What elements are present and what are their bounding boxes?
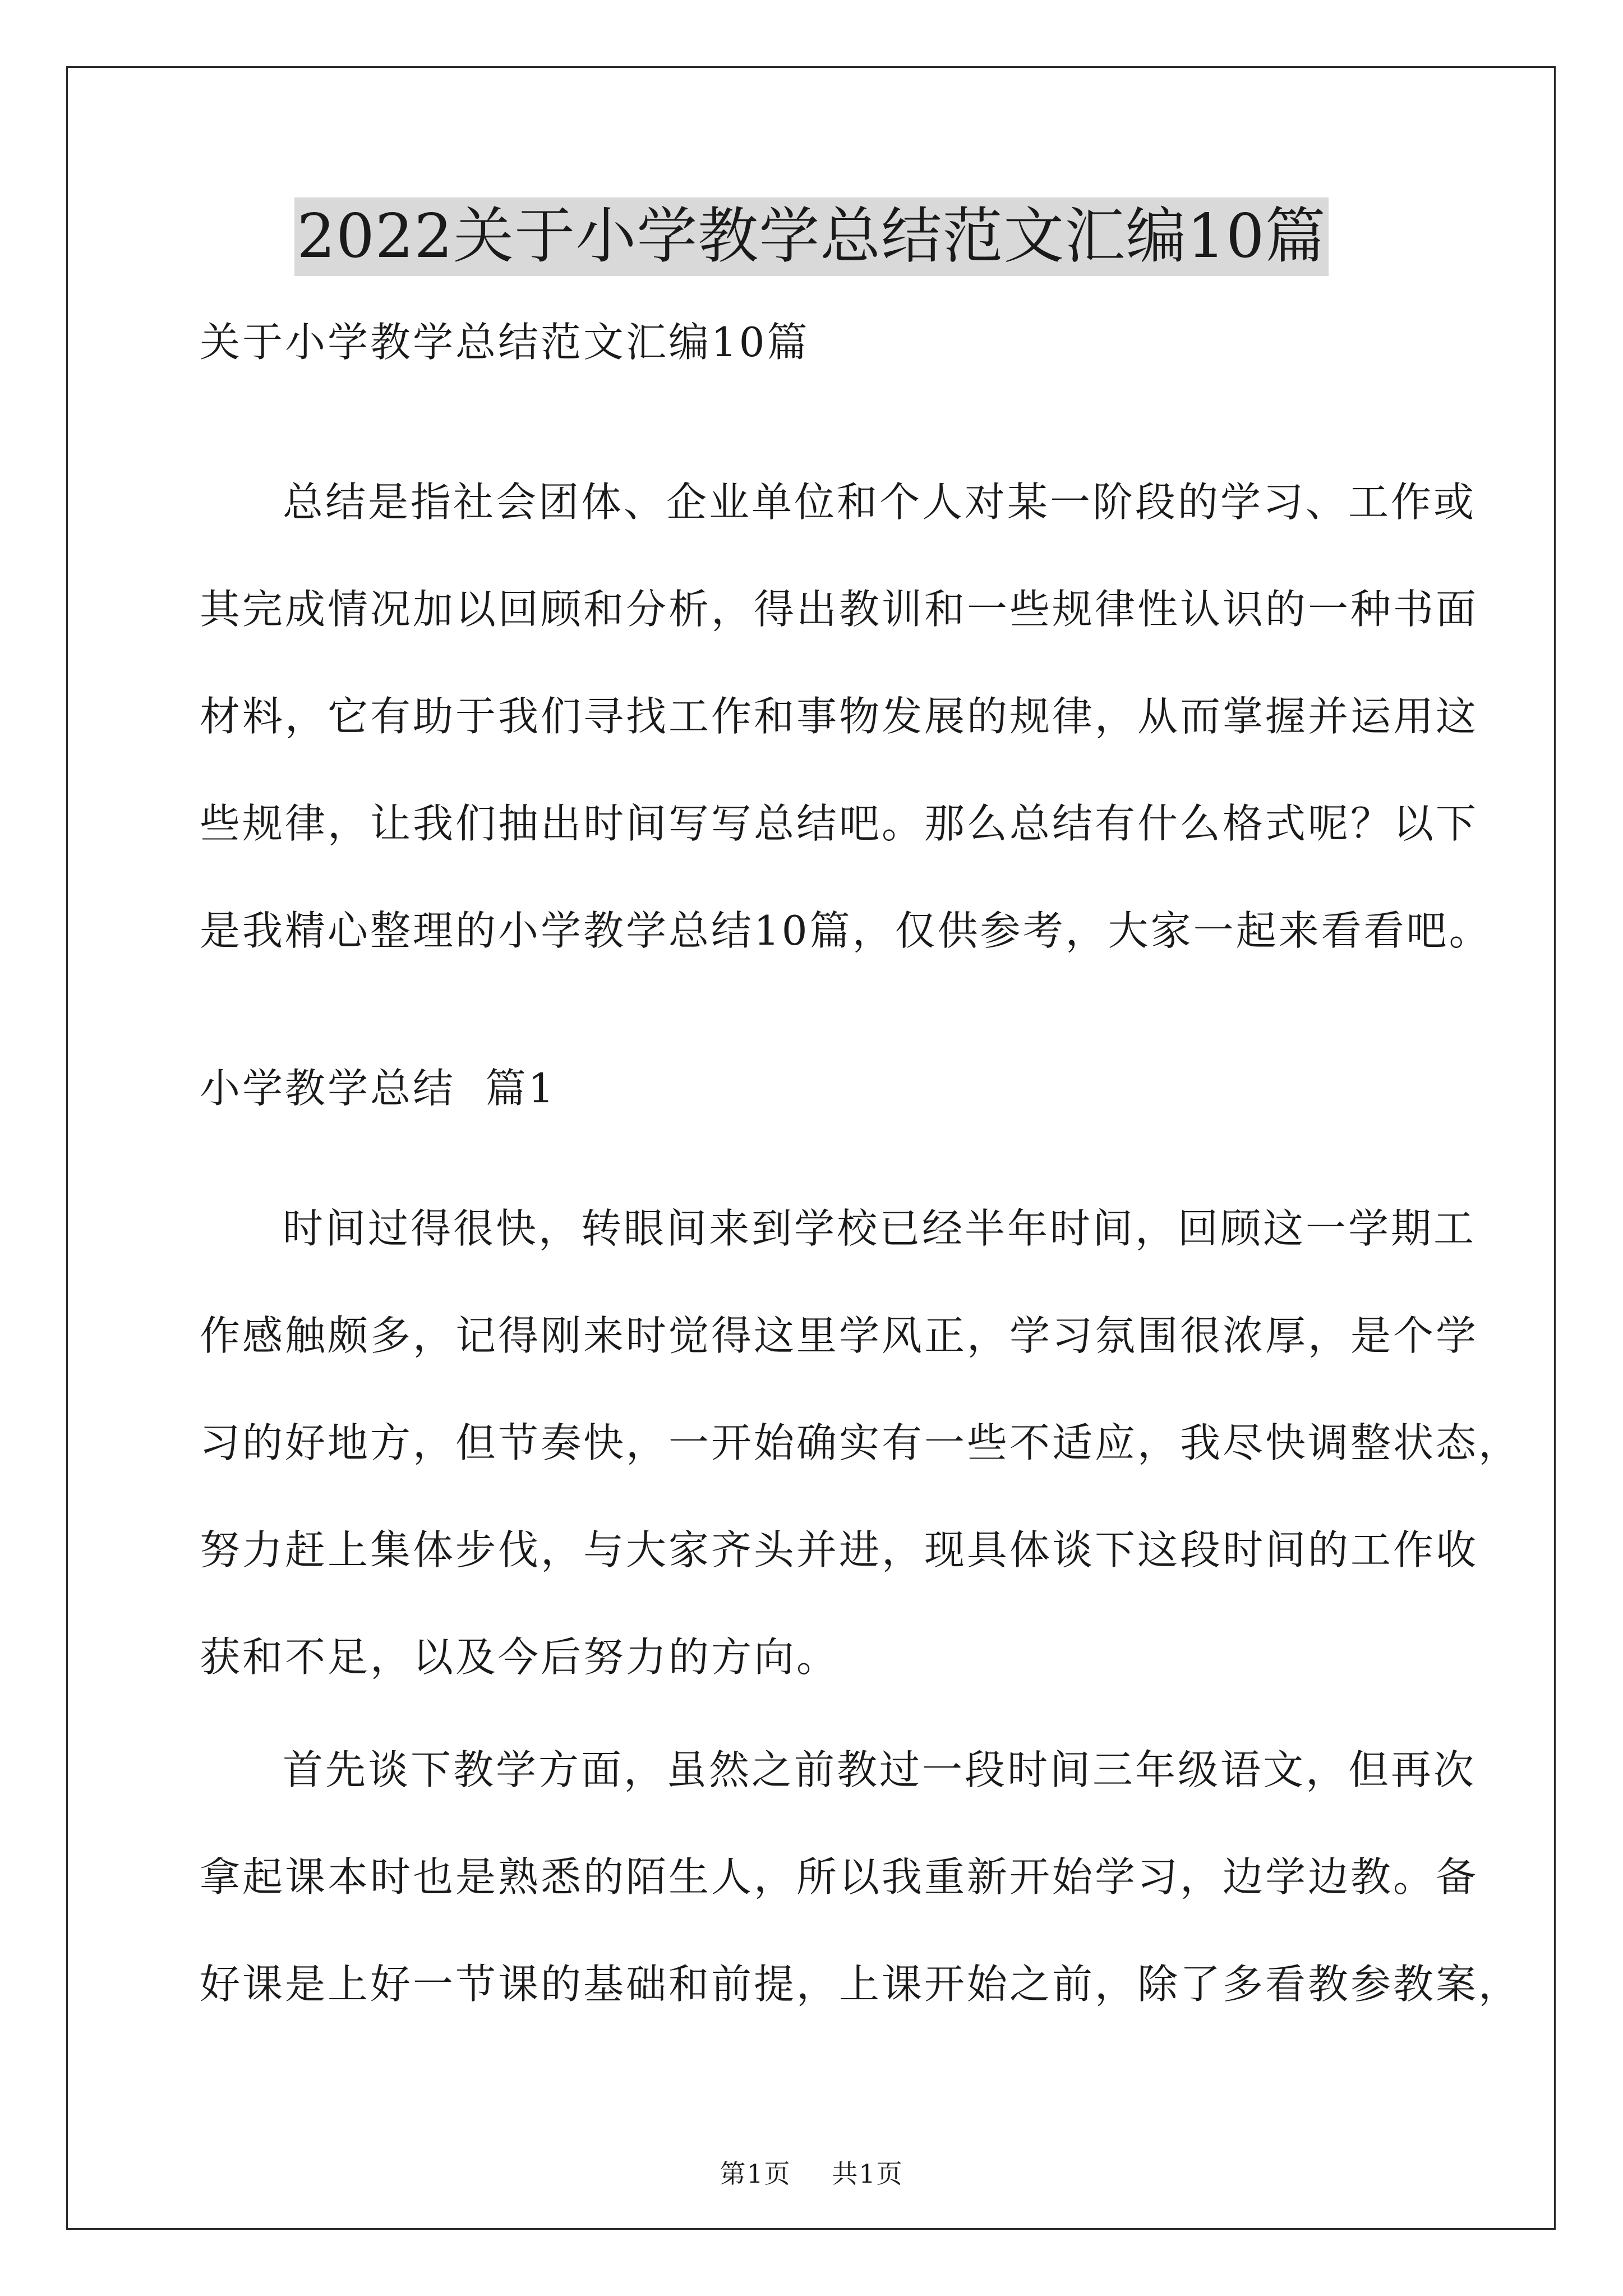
paragraph-line: 习的好地方，但节奏快，一开始确实有一些不适应，我尽快调整状态，: [200, 1419, 1521, 1466]
paragraph-line: 拿起课本时也是熟悉的陌生人，所以我重新开始学习，边学边教。备: [200, 1853, 1479, 1901]
paragraph-line: 材料，它有助于我们寻找工作和事物发展的规律，从而掌握并运用这: [200, 693, 1479, 740]
paragraph-line: 努力赶上集体步伐，与大家齐头并进，现具体谈下这段时间的工作收: [200, 1526, 1479, 1573]
paragraph-line: 总结是指社会团体、企业单位和个人对某一阶段的学习、工作或: [283, 478, 1477, 526]
document-title: 2022关于小学教学总结范文汇编10篇: [294, 197, 1328, 276]
page-number-total: 共1页: [832, 2159, 903, 2189]
page-number-current: 第1页: [720, 2159, 791, 2189]
paragraph-line: 作感触颇多，记得刚来时觉得这里学风正，学习氛围很浓厚，是个学: [200, 1312, 1479, 1359]
section1-paragraph-1: [200, 1175, 1521, 1711]
document-subtitle: 关于小学教学总结范文汇编10篇: [200, 319, 810, 366]
paragraph-line: 其完成情况加以回顾和分析，得出教训和一些规律性认识的一种书面: [200, 586, 1479, 633]
paragraph-line: 是我精心整理的小学教学总结10篇，仅供参考，大家一起来看看吧。: [200, 907, 1492, 954]
paragraph-line: 获和不足，以及今后努力的方向。: [200, 1634, 840, 1681]
paragraph-line: 好课是上好一节课的基础和前提，上课开始之前，除了多看教参教案，: [200, 1961, 1521, 2008]
paragraph-line: 些规律，让我们抽出时间写写总结吧。那么总结有什么格式呢？以下: [200, 800, 1479, 847]
page-footer: [0, 2157, 1623, 2191]
section-heading: 小学教学总结 篇1: [200, 1065, 556, 1112]
section1-paragraph-2: [200, 1717, 1521, 2038]
paragraph-line: 首先谈下教学方面，虽然之前教过一段时间三年级语文，但再次: [283, 1746, 1477, 1793]
title-container: [0, 197, 1623, 276]
intro-paragraph: [200, 449, 1492, 984]
paragraph-line: 时间过得很快，转眼间来到学校已经半年时间，回顾这一学期工: [283, 1205, 1477, 1252]
